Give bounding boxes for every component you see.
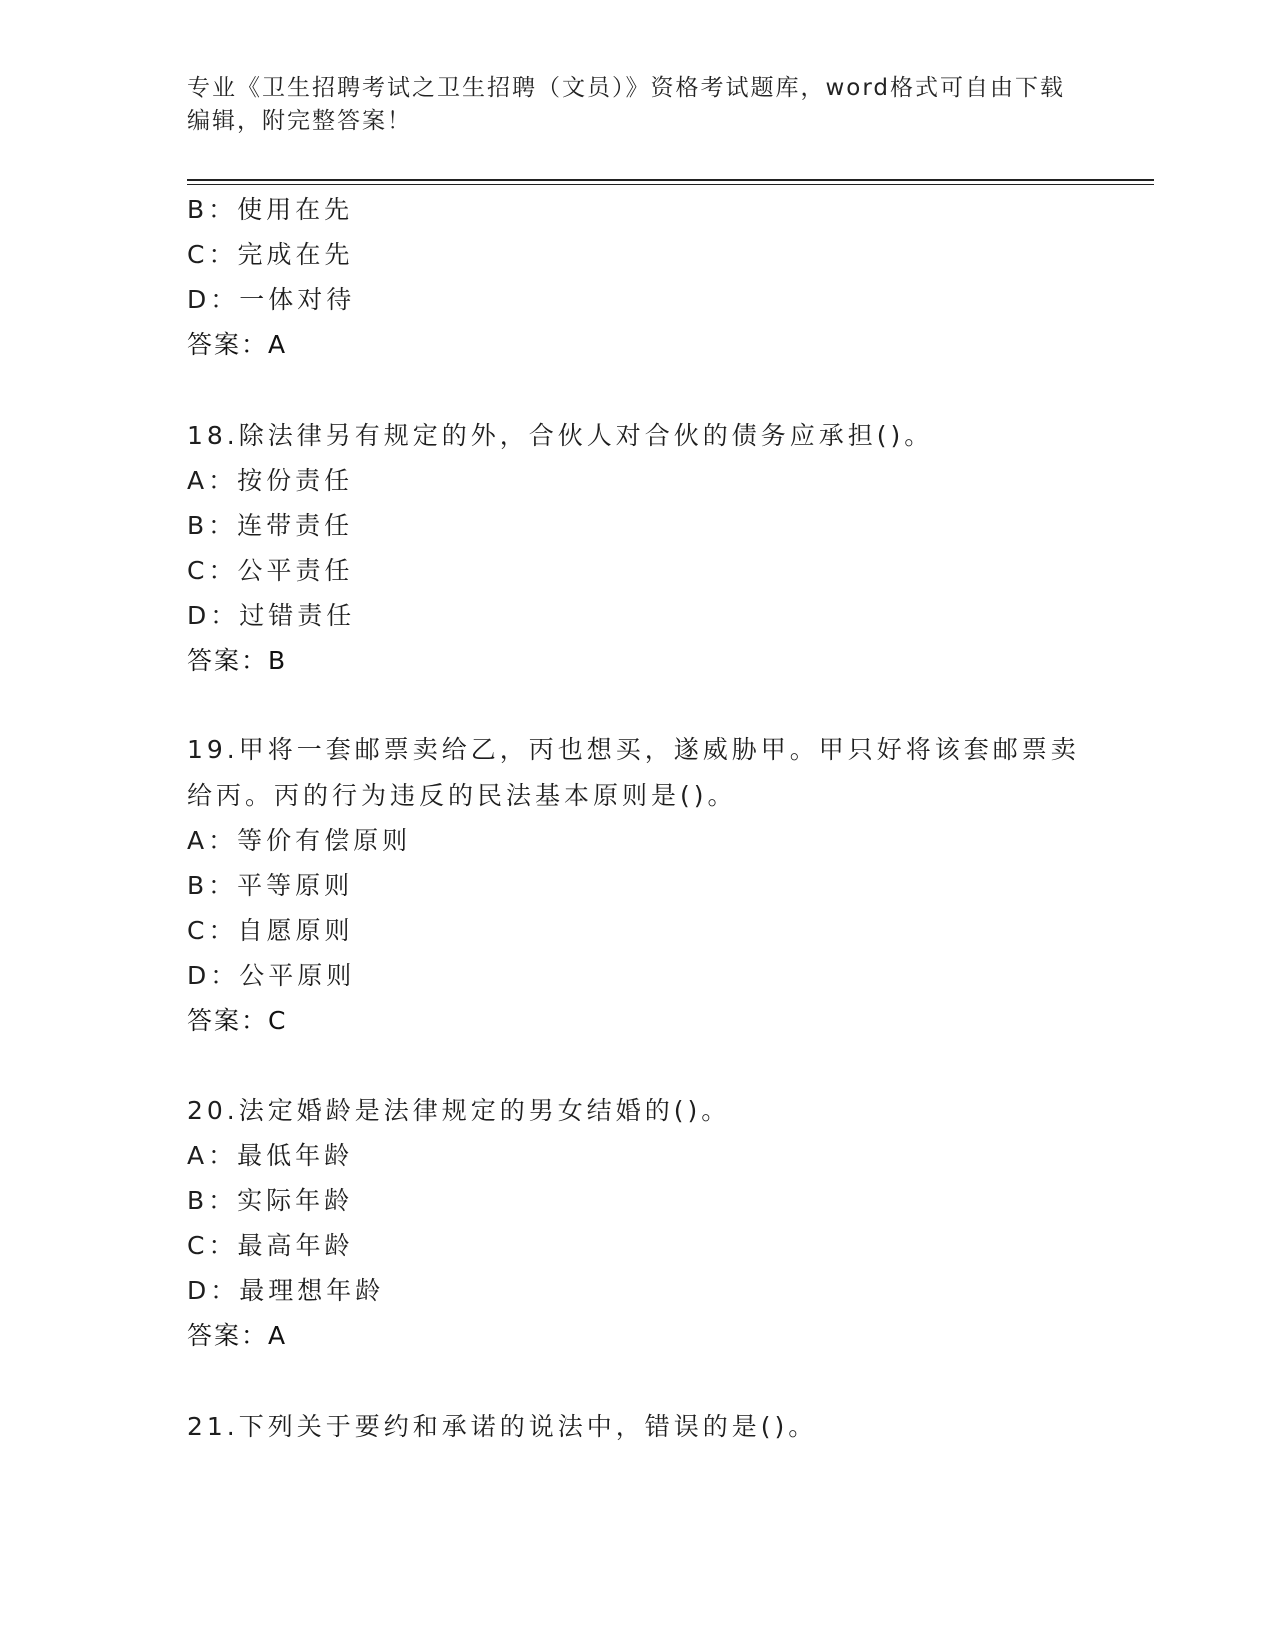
q18-answer: 答案：B (187, 646, 288, 675)
q21-question: 21.下列关于要约和承诺的说法中，错误的是()。 (187, 1412, 818, 1441)
q18-option-c: C：公平责任 (187, 556, 354, 585)
q17-option-d: D：一体对待 (187, 285, 356, 314)
q19-answer: 答案：C (187, 1006, 288, 1035)
q20-answer: 答案：A (187, 1321, 288, 1350)
header-line-2: 编辑，附完整答案！ (187, 108, 412, 134)
q17-option-c: C：完成在先 (187, 240, 354, 269)
q19-question-line-1: 19.甲将一套邮票卖给乙，丙也想买，遂威胁甲。甲只好将该套邮票卖 (187, 735, 1080, 764)
q20-option-a: A：最低年龄 (187, 1141, 354, 1170)
q20-option-b: B：实际年龄 (187, 1186, 354, 1215)
q20-question: 20.法定婚龄是法律规定的男女结婚的()。 (187, 1096, 731, 1125)
q17-option-b: B：使用在先 (187, 195, 354, 224)
q19-question-line-2: 给丙。丙的行为违反的民法基本原则是()。 (187, 781, 737, 810)
document-header (187, 72, 1087, 138)
q19-option-a: A：等价有偿原则 (187, 826, 412, 855)
q18-option-a: A：按份责任 (187, 466, 354, 495)
header-line-1: 专业《卫生招聘考试之卫生招聘（文员）》资格考试题库，word格式可自由下载 (187, 75, 1066, 101)
q19-option-d: D：公平原则 (187, 961, 356, 990)
q19-option-b: B：平等原则 (187, 871, 354, 900)
q17-answer: 答案：A (187, 330, 288, 359)
q20-option-c: C：最高年龄 (187, 1231, 354, 1260)
header-rule-thin (187, 184, 1154, 185)
q20-option-d: D：最理想年龄 (187, 1276, 385, 1305)
q19-option-c: C：自愿原则 (187, 916, 354, 945)
q18-option-d: D：过错责任 (187, 601, 356, 630)
q18-option-b: B：连带责任 (187, 511, 354, 540)
header-rule-thick (187, 179, 1154, 181)
q18-question: 18.除法律另有规定的外，合伙人对合伙的债务应承担()。 (187, 421, 934, 450)
